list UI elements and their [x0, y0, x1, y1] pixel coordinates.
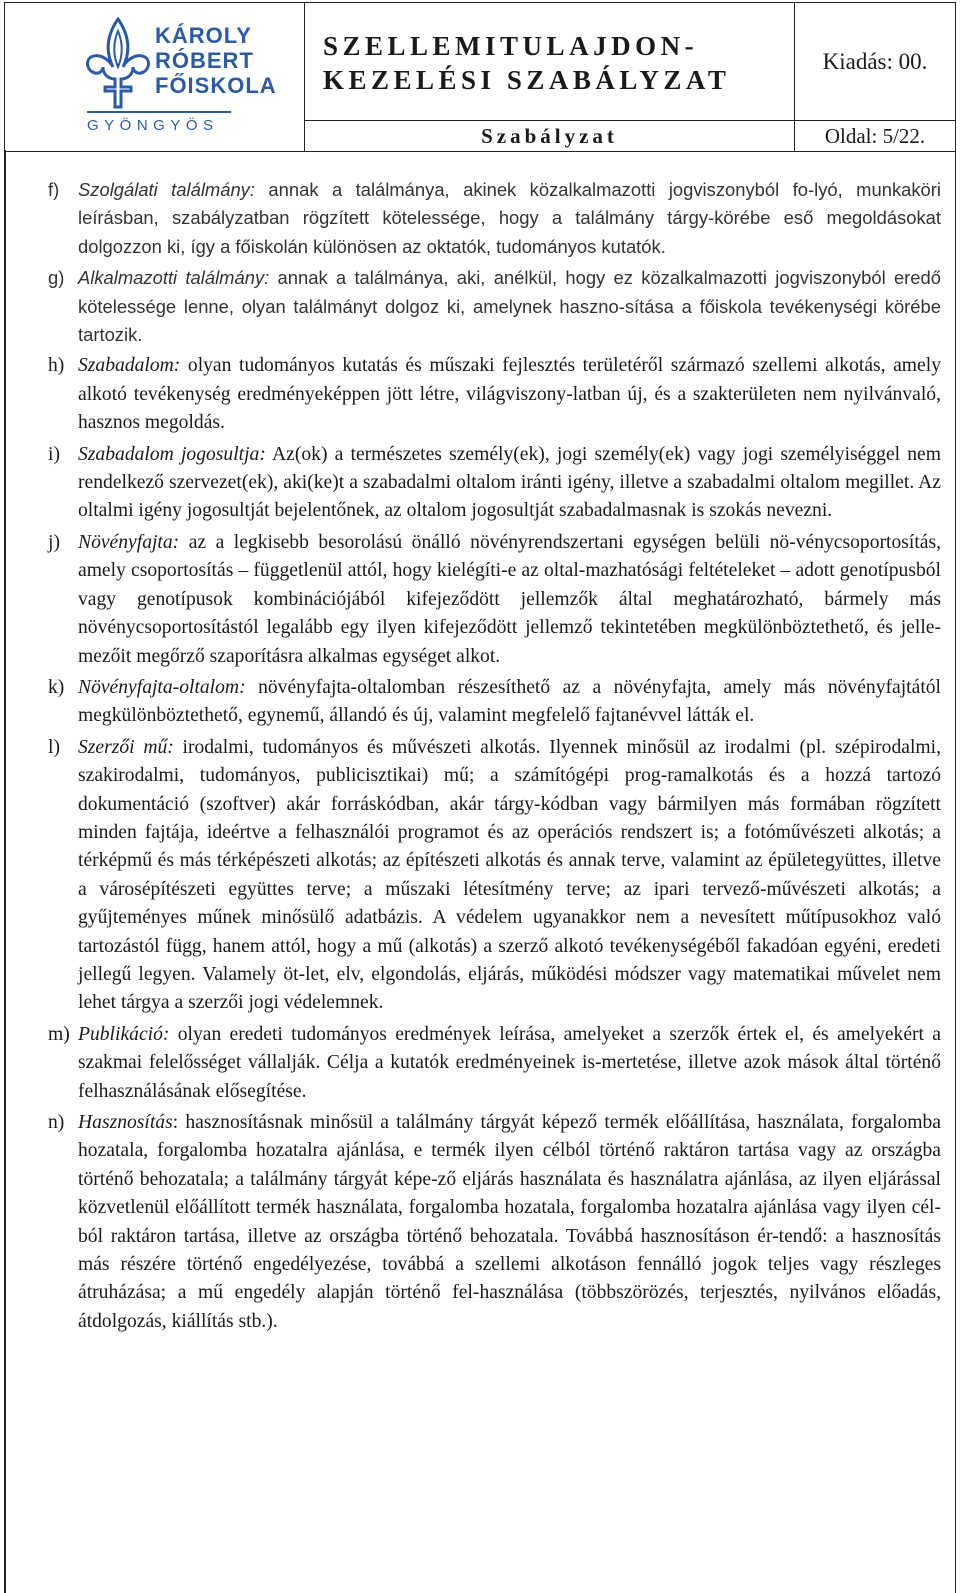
frame-left-border — [4, 150, 6, 1593]
logo-cell — [5, 3, 305, 151]
page-number: Oldal: 5/22. — [824, 123, 926, 148]
document-type: Szabályzat — [305, 121, 795, 151]
title-cell — [305, 3, 795, 121]
list-item: j) Növényfajta: az a legkisebb besorolású önálló növényrendszertani egységen belüli nö-vénycsoportosítás, amely csoportosítás – függetlenül attól, hogy kielégíti-e az oltal-mazhatósági feltételeket – adott genotípusból vagy genotípusok kombinációjából kifejeződött jellemzők által meghatározható, bármely más növénycsoportosítástól legalább egy ilyen kifejeződött jellemző tekintetében megkülönböztethető, és jelle-mezőit megőrző szaporításra alkalmas egységet alkot. — [48, 531, 941, 667]
list-item: n) Hasznosítás: hasznosításnak minősül a találmány tárgyát képező termék előállítása, használata, forgalomba hozatala, forgalomba hozatalra ajánlása, e termék ilyen célból történő raktáron tartása vagy az országba történő behozatala; a találmány tárgyát képe-ző eljárás használata és használatra ajánlása, az ilyen eljárással közvetlenül előállított termék használata, forgalomba hozatala, forgalomba hozatalra ajánlása vagy ilyen cél-ból raktáron tartása, illetve az országba történő behozatala. Továbbá hasznosításon ér-tendő: a hasznosítás más részére történő engedélyezése, továbbá a szellemi alkotáson fennálló jogok teljes vagy részleges átruházása; a mű engedély alapján történő fel-használása (többszörözés, terjesztés, nyilvános előadás, átdolgozás, kiállítás stb.). — [48, 1112, 941, 1332]
document-title: SZELLEMITULAJDON- KEZELÉSI SZABÁLYZAT — [323, 31, 731, 95]
list-item: l) Szerzői mű: irodalmi, tudományos és művészeti alkotás. Ilyennek minősül az irodalmi (pl. szépirodalmi, szakirodalmi, tudományos, publicisztikai) mű; a számítógépi prog-ramalkotás és a hozzá tartozó dokumentáció (szoftver) akár forráskódban, akár tárgy-kódban vagy bármilyen más formában rögzített minden fajtája, ideértve a felhasználói programot és az operációs rendszert is; a fotóművészeti alkotás; a térképmű és más térképészeti alkotás; az építészeti alkotás és annak terve, valamint az épületegyüttes, illetve a városépítészeti együttes terve; a műszaki létesítmény terve; az ipari tervező-művészeti alkotás; a gyűjteményes műnek minősülő adatbázis. A védelem ugyanakkor nem a nevesített műtípusokhoz való tartozástól függ, hanem attól, hogy a mű (alkotás) a szerző alkotó tevékenységéből fakadóan egyéni, eredeti jellegű legyen. Valamely öt-let, elv, elgondolás, eljárás, működési módszer vagy matematikai művelet nem lehet tárgya a szerzői jogi védelemnek. — [48, 736, 941, 1014]
edition-label: Kiadás: 00. — [795, 3, 955, 121]
logo-divider — [87, 111, 231, 113]
document-header — [4, 2, 956, 152]
logo-name: KÁROLY RÓBERT FŐISKOLA — [155, 23, 277, 98]
definition-list — [48, 176, 941, 1339]
list-item: k) Növényfajta-oltalom: növényfajta-oltalomban részesíthető az a növényfajta, amely más növényfajtától megkülönböztethető, egynemű, állandó és új, valamint megfelelő fajtanévvel látták el. — [48, 676, 941, 727]
logo-city: GYÖNGYÖS — [87, 117, 219, 134]
frame-right-border — [955, 150, 957, 1593]
list-item: h) Szabadalom: olyan tudományos kutatás és műszaki fejlesztés területéről származó szellemi alkotás, amely alkotó tevékenység eredményeképpen jött létre, világviszony-latban új, és a szakterületen nem nyilvánvaló, hasznos megoldás. — [48, 355, 941, 434]
list-item: f) Szolgálati találmány: annak a találmánya, akinek közalkalmazotti jogviszonyból fo-lyó, munkaköri leírásban, szabályzatban rögzített kötelessége, hogy a találmány tárgy-körébe eső megoldásokat dolgozzon ki, így a főiskolán különösen az oktatók, tudományos kutatók. — [48, 179, 941, 257]
list-item: m) Publikáció: olyan eredeti tudományos eredmények leírása, amelyeket a szerzők értek el, és amelyekért a szakmai felelősséget vállalják. Célja a kutatók eredményeinek is-mertetése, illetve azok mások által történő felhasználásának elősegítése. — [48, 1023, 941, 1102]
list-item: g) Alkalmazotti találmány: annak a találmánya, aki, anélkül, hogy ez közalkalmazotti jogviszonyból eredő kötelessége lenne, olyan találmányt dolgoz ki, amelynek haszno-sítása a főiskola tevékenységi körébe tartozik. — [48, 267, 941, 346]
fleur-de-lis-logo-icon — [85, 17, 151, 109]
list-item: i) Szabadalom jogosultja: Az(ok) a természetes személy(ek), jogi személy(ek) vagy jogi személyiséggel nem rendelkező szervezet(ek), aki(ke)t a szabadalmi oltalom iránti igény, illetve a szabadalmi oltalom megillet. Az oltalmi igény jogosultját bejelentőnek, az oltalom jogosultját szabadalmasnak is szokás nevezni. — [48, 443, 941, 522]
